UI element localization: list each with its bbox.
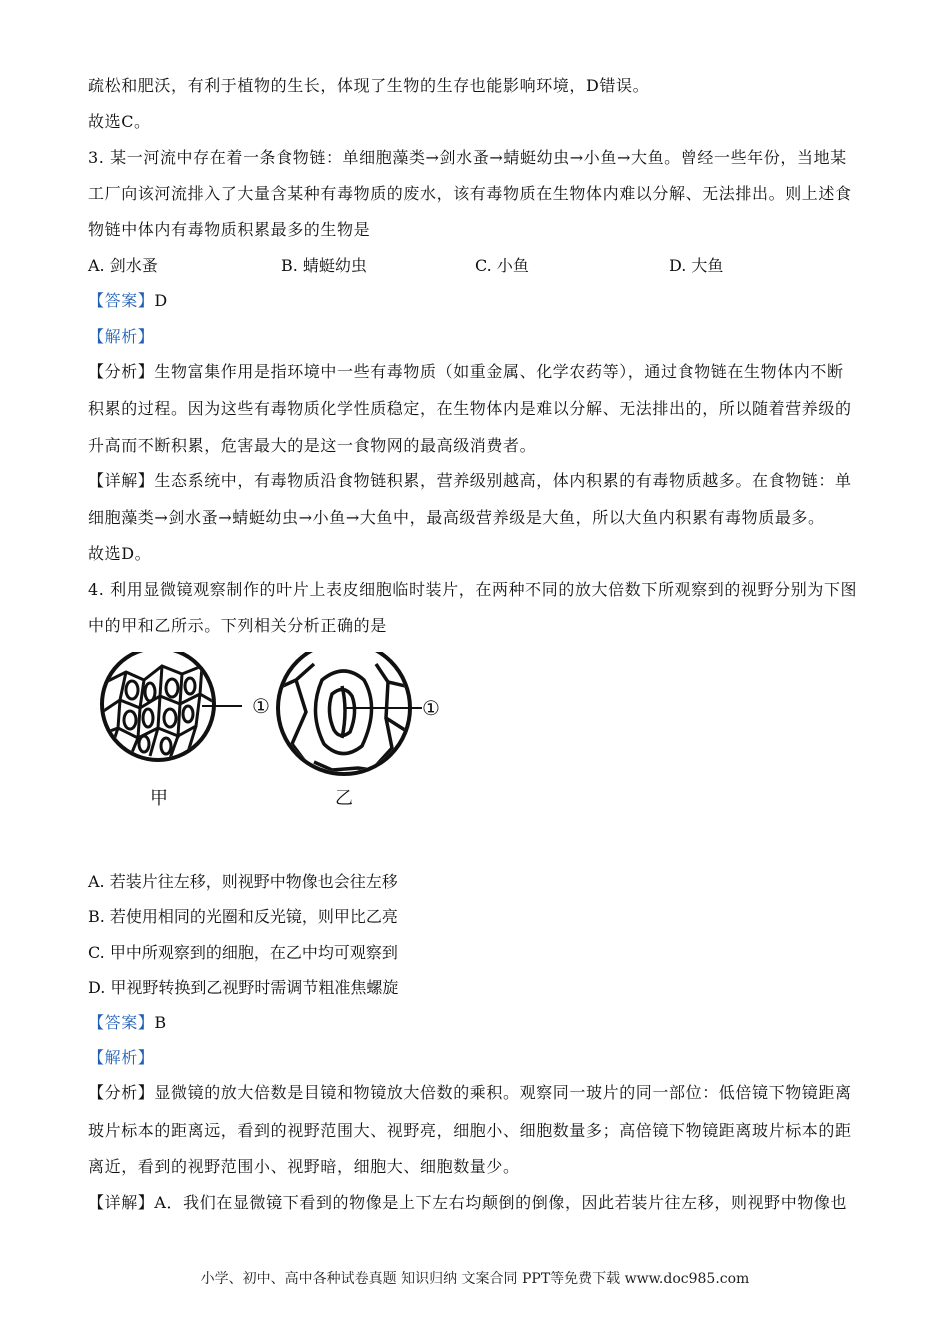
q4-xiangjie	[88, 1193, 847, 1213]
answer-value: D	[154, 291, 168, 310]
marker-circled-1: ①	[252, 694, 270, 718]
q3-option-b: B. 蜻蜓幼虫	[281, 256, 367, 275]
question-4-stem: 中的甲和乙所示。下列相关分析正确的是	[88, 616, 387, 635]
answer-value: B	[154, 1013, 167, 1032]
analysis-tag: 【解析】	[88, 1048, 155, 1067]
question-3-stem: 3. 某一河流中存在着一条食物链：单细胞藻类→剑水蚤→蜻蜓幼虫→小鱼→大鱼。曾经一些年份，当地某	[88, 148, 847, 167]
q3-fenxi	[88, 362, 844, 382]
q4-option-d: D. 甲视野转换到乙视野时需调节粗准焦螺旋	[88, 978, 399, 997]
fenxi-tag: 【分析】	[88, 362, 155, 381]
q4-analysis-heading	[88, 1048, 154, 1068]
text-line: 离近，看到的视野范围小、视野暗，细胞大、细胞数量少。	[88, 1157, 520, 1176]
text-line: 玻片标本的距离远，看到的视野范围大、视野亮，细胞小、细胞数量多；高倍镜下物镜距离玻片标本的距	[88, 1121, 852, 1140]
fenxi-text: 显微镜的放大倍数是目镜和物镜放大倍数的乘积。观察同一玻片的同一部位：低倍镜下物镜距离	[154, 1083, 852, 1102]
q3-xiangjie	[88, 471, 852, 491]
q3-option-c: C. 小鱼	[475, 256, 529, 275]
label-yi: 乙	[335, 788, 353, 809]
text-line: 升高而不断积累，危害最大的是这一食物网的最高级消费者。	[88, 436, 537, 455]
microscope-figure	[96, 652, 456, 822]
label-jia: 甲	[150, 788, 168, 809]
text-line: 故选C。	[88, 112, 151, 131]
analysis-tag: 【解析】	[88, 327, 155, 346]
question-3-stem: 物链中体内有毒物质积累最多的生物是	[88, 220, 371, 239]
text-line: 疏松和肥沃，有利于植物的生长，体现了生物的生存也能影响环境，D错误。	[88, 76, 650, 95]
page-footer: 小学、初中、高中各种试卷真题 知识归纳 文案合同 PPT等免费下载 www.doc985.com	[200, 1271, 750, 1287]
q3-answer	[88, 291, 168, 311]
question-3-stem: 工厂向该河流排入了大量含某种有毒物质的废水，该有毒物质在生物体内难以分解、无法排出。则上述食	[88, 184, 852, 203]
marker-circled-1: ①	[422, 696, 440, 720]
xiangjie-tag: 【详解】	[88, 471, 155, 490]
high-power-view	[274, 652, 422, 774]
text-line: 故选D。	[88, 544, 152, 563]
fenxi-tag: 【分析】	[88, 1083, 155, 1102]
answer-tag: 【答案】	[88, 1013, 155, 1032]
text-line: 积累的过程。因为这些有毒物质化学性质稳定，在生物体内是难以分解、无法排出的，所以随着营养级的	[88, 399, 852, 418]
microscope-views-svg	[96, 652, 456, 822]
fenxi-text: 生物富集作用是指环境中一些有毒物质（如重金属、化学农药等），通过食物链在生物体内不断	[154, 362, 844, 381]
answer-tag: 【答案】	[88, 291, 155, 310]
q4-option-a: A. 若装片往左移，则视野中物像也会往左移	[88, 872, 398, 891]
q4-option-b: B. 若使用相同的光圈和反光镜，则甲比乙亮	[88, 907, 398, 926]
question-4-stem: 4. 利用显微镜观察制作的叶片上表皮细胞临时装片，在两种不同的放大倍数下所观察到的视野分别为下图	[88, 580, 858, 599]
xiangjie-tag: 【详解】	[88, 1193, 155, 1212]
text-line: 细胞藻类→剑水蚤→蜻蜓幼虫→小鱼→大鱼中，最高级营养级是大鱼，所以大鱼内积累有毒物质最多。	[88, 508, 825, 527]
q4-fenxi	[88, 1083, 852, 1103]
q4-answer	[88, 1013, 167, 1033]
low-power-view	[102, 652, 242, 764]
q4-option-c: C. 甲中所观察到的细胞，在乙中均可观察到	[88, 943, 398, 962]
q3-option-a: A. 剑水蚤	[88, 256, 158, 275]
q3-analysis-heading	[88, 327, 154, 347]
xiangjie-text: 生态系统中，有毒物质沿食物链积累，营养级别越高，体内积累的有毒物质越多。在食物链：单	[154, 471, 852, 490]
xiangjie-text: A．我们在显微镜下看到的物像是上下左右均颠倒的倒像，因此若装片往左移，则视野中物像也	[154, 1193, 848, 1212]
q3-option-d: D. 大鱼	[669, 256, 724, 275]
